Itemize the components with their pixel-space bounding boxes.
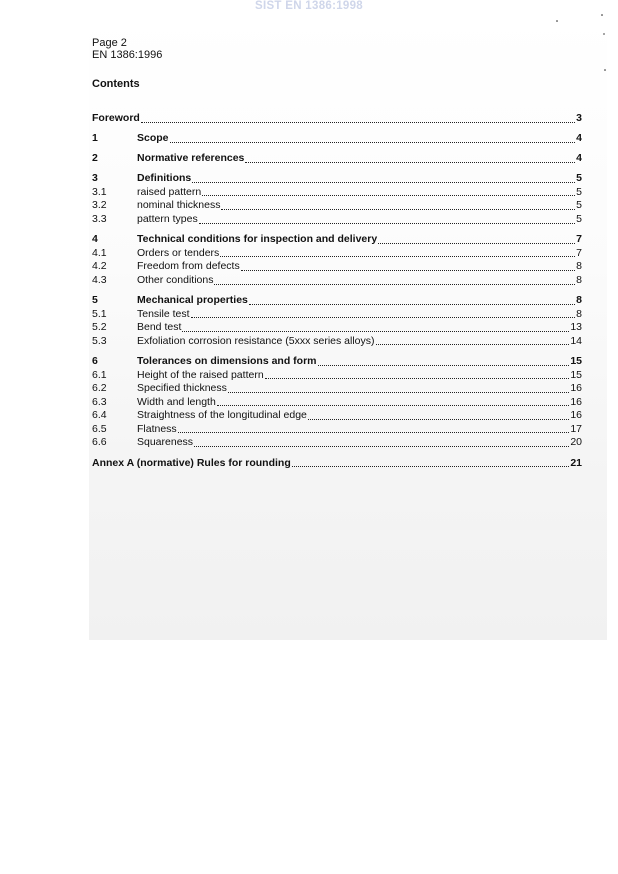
dot-leader	[202, 192, 575, 196]
toc-entry-number: 5.1	[92, 307, 107, 320]
toc-entry-page: 16	[570, 409, 582, 422]
toc-entry[interactable]	[92, 382, 582, 396]
toc-entry[interactable]	[92, 213, 582, 227]
toc-entry[interactable]	[92, 355, 582, 369]
toc-entry-title: Normative references	[137, 152, 245, 165]
toc-entry-page: 8	[576, 294, 582, 307]
standard-number: EN 1386:1996	[92, 49, 163, 61]
toc-entry[interactable]	[92, 152, 582, 166]
toc-entry[interactable]	[92, 369, 582, 383]
toc-entry-page: 5	[576, 172, 582, 185]
dot-leader	[217, 402, 570, 406]
toc-entry[interactable]	[92, 409, 582, 423]
dot-leader	[292, 463, 570, 467]
toc-entry-page: 7	[576, 246, 582, 259]
toc-entry-title: Exfoliation corrosion resistance (5xxx series alloys)	[137, 334, 375, 347]
toc-entry-page: 3	[576, 112, 582, 124]
toc-entry-page: 16	[570, 382, 582, 395]
toc-entry-number: 6.3	[92, 395, 107, 408]
toc-entry[interactable]	[92, 321, 582, 335]
dot-leader	[194, 443, 569, 447]
toc-entry-page: 17	[570, 422, 582, 435]
toc-entry-number: 4.1	[92, 246, 107, 259]
toc-entry-number: 5.2	[92, 321, 107, 334]
toc-entry-title: Squareness	[137, 436, 194, 449]
dot-leader	[191, 314, 576, 318]
toc-entry-page: 8	[576, 260, 582, 273]
toc-entry-number: 5.3	[92, 334, 107, 347]
toc-entry-number: 3.2	[92, 199, 107, 212]
toc-entry-page: 16	[570, 395, 582, 408]
dot-leader	[221, 206, 575, 210]
toc-entry-number: 3	[92, 172, 98, 185]
toc-entry[interactable]	[92, 457, 582, 471]
toc-entry-page: 4	[576, 132, 582, 145]
dot-leader	[245, 159, 575, 163]
toc-entry-title: Straightness of the longitudinal edge	[137, 409, 307, 422]
dot-leader	[318, 362, 570, 366]
table-of-contents	[92, 112, 582, 470]
dot-leader	[249, 301, 575, 305]
toc-entry-number: 3.3	[92, 213, 107, 226]
toc-entry-title: Flatness	[137, 422, 177, 435]
toc-entry-title: Freedom from defects	[137, 260, 240, 273]
dot-leader	[214, 281, 575, 285]
toc-entry-page: 5	[576, 199, 582, 212]
toc-entry[interactable]	[92, 186, 582, 200]
watermark: SIST EN 1386:1998	[254, 0, 364, 12]
toc-entry-page: 15	[570, 368, 582, 381]
toc-entry[interactable]	[92, 396, 582, 410]
toc-entry[interactable]	[92, 436, 582, 450]
toc-entry-page: 14	[570, 334, 582, 347]
toc-entry-title: Scope	[137, 132, 169, 145]
toc-entry-number: 6	[92, 354, 98, 367]
scan-speck	[601, 14, 603, 16]
dot-leader	[376, 341, 570, 345]
dot-leader	[241, 267, 575, 271]
toc-entry-title: Other conditions	[137, 273, 214, 286]
toc-entry-page: 8	[576, 307, 582, 320]
toc-entry-page: 5	[576, 213, 582, 226]
toc-entry-number: 4.3	[92, 273, 107, 286]
toc-entry[interactable]	[92, 423, 582, 437]
scan-speck	[556, 20, 558, 22]
dot-leader	[308, 416, 569, 420]
toc-entry[interactable]	[92, 274, 582, 288]
toc-entry-title: Tensile test	[137, 307, 190, 320]
dot-leader	[199, 220, 575, 224]
toc-entry-number: 4	[92, 233, 98, 246]
toc-entry-page: 15	[570, 354, 582, 367]
toc-entry-page: 20	[570, 436, 582, 449]
toc-entry-page: 8	[576, 273, 582, 286]
toc-entry[interactable]	[92, 308, 582, 322]
dot-leader	[170, 139, 576, 143]
dot-leader	[265, 375, 570, 379]
dot-leader	[141, 119, 575, 123]
toc-entry-number: 5	[92, 294, 98, 307]
toc-entry[interactable]	[92, 132, 582, 146]
page-number: Page 2	[92, 37, 127, 49]
toc-entry-title: Tolerances on dimensions and form	[137, 354, 317, 367]
toc-entry-title: pattern types	[137, 213, 198, 226]
toc-entry-number: 4.2	[92, 260, 107, 273]
toc-entry-title: Orders or tenders	[137, 246, 220, 259]
toc-entry-number: 6.1	[92, 368, 107, 381]
dot-leader	[228, 389, 569, 393]
toc-entry[interactable]	[92, 294, 582, 308]
toc-entry-page: 21	[570, 456, 582, 469]
toc-entry-number: 6.6	[92, 436, 107, 449]
toc-entry[interactable]	[92, 335, 582, 349]
toc-entry-number: 2	[92, 152, 98, 165]
toc-entry[interactable]	[92, 247, 582, 261]
toc-entry-page: 5	[576, 185, 582, 198]
toc-entry-title: Definitions	[137, 172, 192, 185]
toc-entry-title: Bend test	[137, 321, 182, 334]
page-header	[92, 37, 162, 61]
toc-entry[interactable]	[92, 260, 582, 274]
toc-entry-number: 6.5	[92, 422, 107, 435]
dot-leader	[192, 179, 575, 183]
toc-entry-title: raised pattern	[137, 185, 202, 198]
toc-entry[interactable]	[92, 172, 582, 186]
toc-entry[interactable]	[92, 199, 582, 213]
toc-entry-number: 6.4	[92, 409, 107, 422]
toc-entry-title: Technical conditions for inspection and delivery	[137, 233, 378, 246]
toc-entry-title: nominal thickness	[137, 199, 221, 212]
toc-entry[interactable]	[92, 112, 582, 126]
contents-heading: Contents	[92, 78, 140, 90]
toc-entry-page: 7	[576, 233, 582, 246]
toc-entry-number: 6.2	[92, 382, 107, 395]
scan-speck	[603, 33, 605, 35]
toc-entry-number: 1	[92, 132, 98, 145]
toc-entry-title: Foreword	[92, 112, 140, 124]
toc-entry-number: 3.1	[92, 185, 107, 198]
toc-entry-page: 4	[576, 152, 582, 165]
toc-entry-page: 13	[570, 321, 582, 334]
toc-entry[interactable]	[92, 233, 582, 247]
toc-entry-title: Annex A (normative) Rules for rounding	[92, 456, 291, 469]
toc-entry-title: Width and length	[137, 395, 216, 408]
dot-leader	[378, 240, 575, 244]
dot-leader	[220, 253, 575, 257]
dot-leader	[178, 429, 570, 433]
toc-entry-title: Mechanical properties	[137, 294, 248, 307]
toc-entry-title: Specified thickness	[137, 382, 227, 395]
scan-speck	[604, 69, 606, 71]
toc-entry-title: Height of the raised pattern	[137, 368, 264, 381]
dot-leader	[182, 328, 569, 332]
